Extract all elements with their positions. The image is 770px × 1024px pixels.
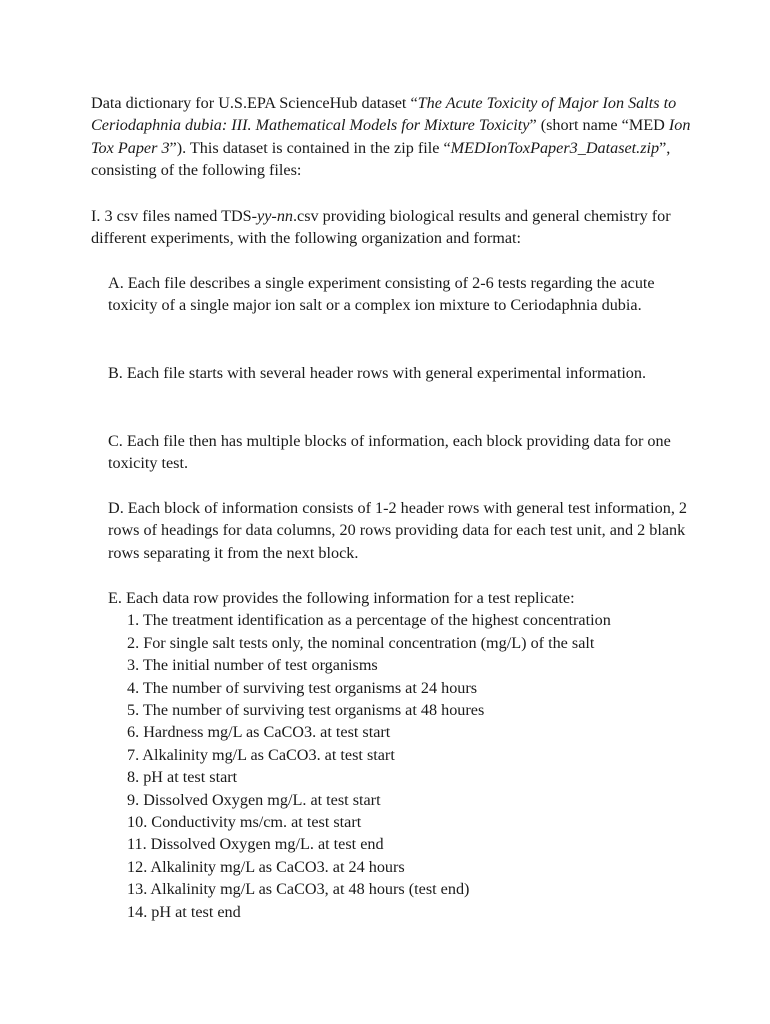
section-1-text-2: .csv providing biological results and general chemistry for different experiments, with the following organization and format: bbox=[91, 207, 671, 248]
subsection-c: C. Each file then has multiple blocks of information, each block providing data for one toxicity test. bbox=[108, 432, 671, 473]
section-1-text-1: I. 3 csv files named TDS- bbox=[91, 207, 258, 225]
intro-paragraph bbox=[91, 92, 691, 182]
list-item: 5. The number of surviving test organisms at 48 houres bbox=[127, 701, 485, 720]
intro-text-3: ”). This dataset is contained in the zip file “ bbox=[169, 138, 451, 157]
subsection-e bbox=[108, 587, 708, 923]
subsection-e-heading: E. Each data row provides the following information for a test replicate: bbox=[108, 589, 575, 607]
dataset-short-name: Ion Tox Paper 3 bbox=[91, 116, 691, 157]
list-item: 9. Dissolved Oxygen mg/L. at test start bbox=[127, 790, 381, 809]
subsection-b: B. Each file starts with several header rows with general experimental information. bbox=[108, 364, 647, 382]
section-1-paragraph bbox=[91, 205, 691, 250]
list-item: 4. The number of surviving test organisms at 24 hours bbox=[127, 678, 478, 697]
file-pattern-yy: yy bbox=[257, 207, 272, 225]
intro-text-4: ”, consisting of the following files: bbox=[91, 138, 671, 180]
intro-text-2: ” (short name “MED bbox=[529, 116, 669, 135]
list-item: 7. Alkalinity mg/L as CaCO3. at test start bbox=[127, 745, 395, 764]
data-row-field-list bbox=[108, 609, 708, 923]
list-item: 11. Dissolved Oxygen mg/L. at test end bbox=[127, 835, 384, 854]
dataset-title: The Acute Toxicity of Major Ion Salts to Ceriodaphnia dubia: III. Mathematical Models for Mixture Toxicity bbox=[91, 94, 677, 135]
list-item: 14. pH at test end bbox=[127, 902, 241, 921]
list-item: 1. The treatment identification as a percentage of the highest concentration bbox=[127, 611, 611, 630]
list-item: 3. The initial number of test organisms bbox=[127, 656, 378, 675]
list-item: 2. For single salt tests only, the nominal concentration (mg/L) of the salt bbox=[127, 633, 595, 652]
list-item: 6. Hardness mg/L as CaCO3. at test start bbox=[127, 723, 391, 742]
subsection-a: A. Each file describes a single experiment consisting of 2-6 tests regarding the acute toxicity of a single major ion salt or a complex ion mixture to Ceriodaphnia dubia. bbox=[108, 274, 655, 315]
list-item: 8. pH at test start bbox=[127, 768, 238, 787]
zip-file-name: MEDIonToxPaper3_Dataset.zip bbox=[450, 138, 660, 157]
file-pattern-dash: - bbox=[271, 207, 277, 225]
subsection-d: D. Each block of information consists of 1-2 header rows with general test information, 2 rows of headings for data columns, 20 rows providing data for each test unit, and 2 blank rows separating it from the next block. bbox=[108, 499, 688, 562]
intro-text-1: Data dictionary for U.S.EPA ScienceHub dataset “ bbox=[91, 94, 418, 112]
list-item: 13. Alkalinity mg/L as CaCO3, at 48 hours (test end) bbox=[127, 880, 470, 899]
file-pattern-nn: nn bbox=[276, 207, 293, 225]
list-item: 12. Alkalinity mg/L as CaCO3. at 24 hours bbox=[127, 857, 405, 876]
list-item: 10. Conductivity ms/cm. at test start bbox=[127, 813, 362, 832]
